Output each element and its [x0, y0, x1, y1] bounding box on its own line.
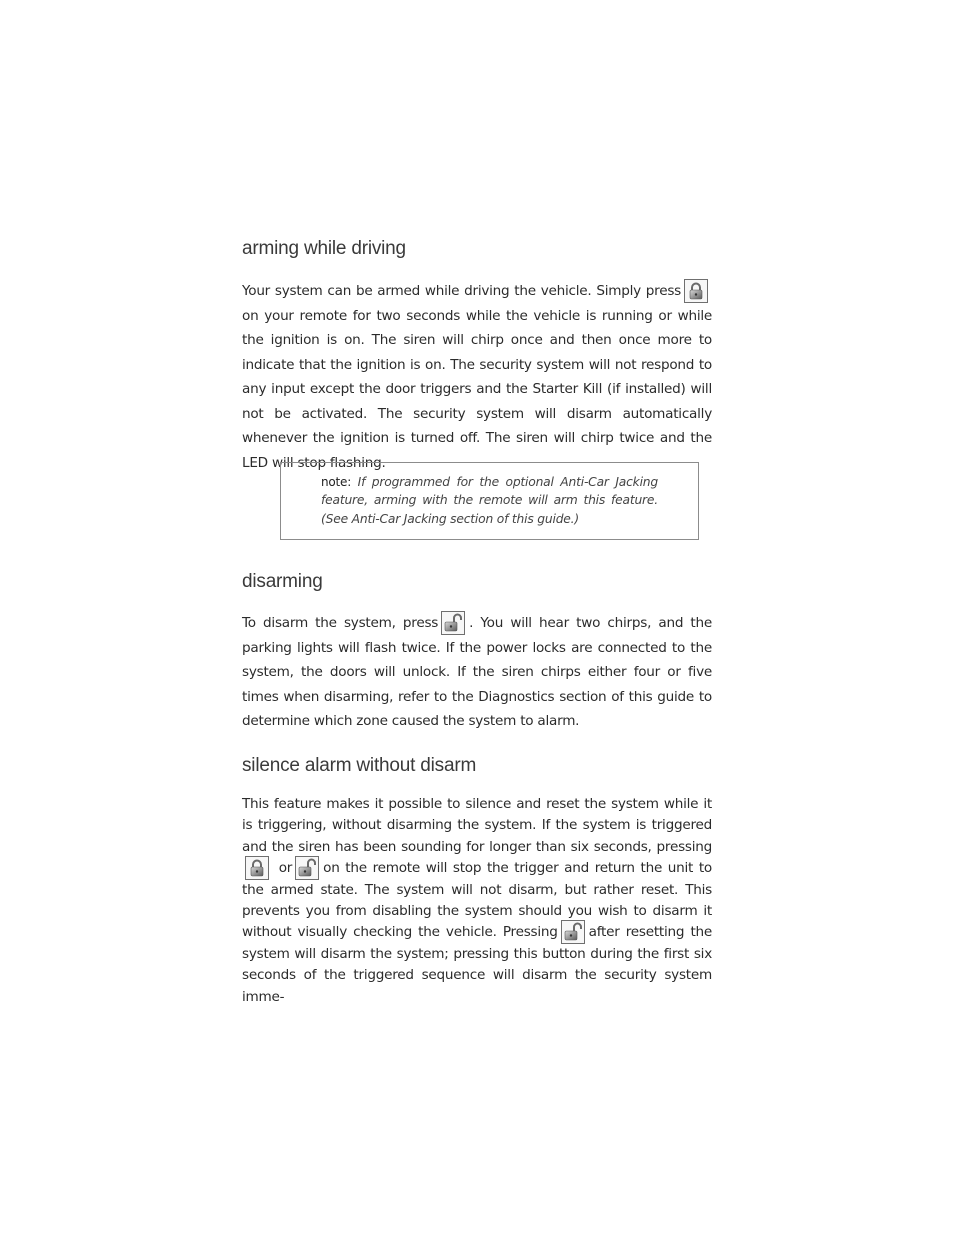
lock-button-icon [684, 279, 708, 303]
disarming-text-start: To disarm the system, press [242, 615, 439, 631]
silence-text-or: or [278, 860, 293, 877]
arming-text-end: on your remote for two seconds while the vehicle is running or while the ignition is on. The siren will chirp once and then once more to indicate that the ignition is on. The security system will not respond to any input except the door triggers and the Starter Kill (if installed) will not be activated. The security system will disarm automatically whenever the ignition is turned off. The siren will chirp twice and the LED will stop flashing. [242, 307, 712, 471]
disarming-text-end: . You will hear two chirps, and the parking lights will flash twice. If the power locks are connected to the system, the doors will unlock. If the siren chirps either four or five times when disarming, refer to the Diagnostics section of this guide to determine which zone caused the system to alarm. [242, 615, 712, 729]
silence-text-part3: after resetting the system will disarm the system; pressing this button during the first six seconds of the triggered sequence will disarm the security system imme- [242, 924, 713, 1005]
silence-text-part1: This feature makes it possible to silence and reset the system while it is triggering, without disarming the system. If the system is triggered and the siren has been sounding for longer than six seconds, pressing [242, 796, 712, 855]
note-box [280, 462, 699, 540]
arming-paragraph [242, 279, 712, 475]
lock-button-icon [245, 856, 269, 880]
disarming-paragraph [242, 611, 712, 734]
silence-text-part2: on the remote will stop the trigger and return the unit to the armed state. The system will not disarm, but rather reset. This prevents you from disabling the system should you wish to disarm it without visually checking the vehicle. Pressing [242, 860, 712, 941]
heading-arming-while-driving: arming while driving [242, 238, 406, 259]
heading-silence-alarm: silence alarm without disarm [242, 755, 477, 776]
silence-paragraph [242, 794, 712, 1008]
unlock-button-icon [441, 611, 465, 635]
note-paragraph [321, 473, 658, 528]
arming-text-start: Your system can be armed while driving the vehicle. Simply press [242, 283, 681, 299]
unlock-button-icon [295, 856, 319, 880]
heading-disarming: disarming [242, 571, 323, 592]
note-label: note: [321, 475, 352, 489]
note-text: If programmed for the optional Anti-Car Jacking feature, arming with the remote will arm this feature. (See Anti-Car Jacking section of this guide.) [321, 475, 658, 526]
unlock-button-icon [561, 920, 585, 944]
